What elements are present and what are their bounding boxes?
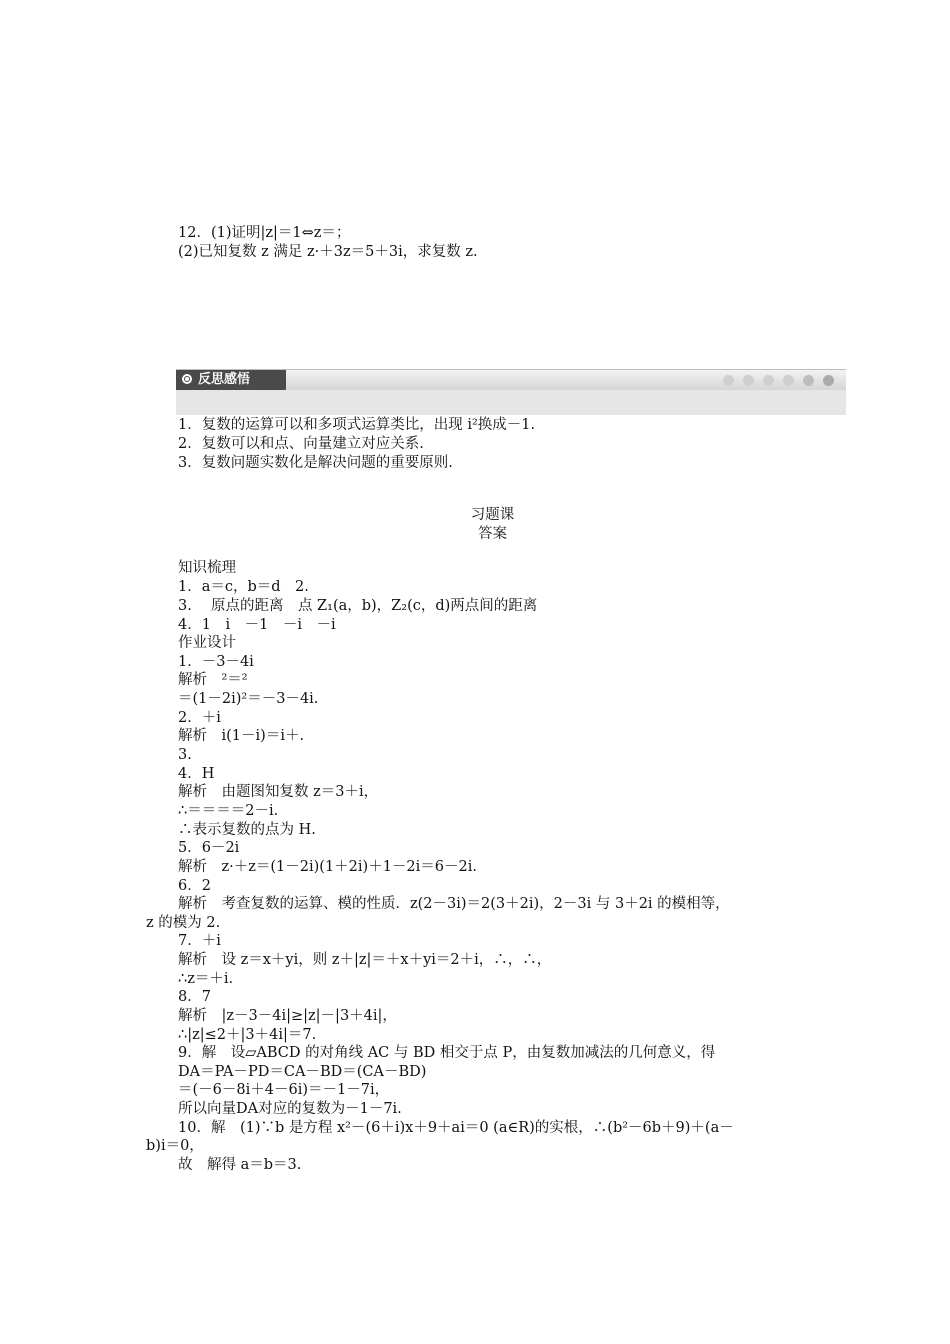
dot-icon <box>743 375 754 386</box>
answer-line: 解析 考查复数的运算、模的性质．z(2－3i)＝2(3＋2i)，2－3i 与 3＋2i 的模相等， <box>178 896 730 912</box>
answer-line: 解析 |z－3－4i|≥|z|－|3＋4i|， <box>178 1008 397 1024</box>
answer-line: 2．＋i <box>178 710 221 726</box>
problem-12-part1: 12．(1)证明|z|＝1⇔z＝； <box>178 225 351 241</box>
answer-line: 4．H <box>178 766 215 782</box>
answer-line: 解析 设 z＝x＋yi，则 z＋|z|＝＋x＋yi＝2＋i，∴，∴， <box>178 952 552 968</box>
answer-line: ＝(1－2i)²＝－3－4i. <box>178 691 319 707</box>
problem-12-part2: (2)已知复数 z 满足 z·＋3z＝5＋3i，求复数 z. <box>178 244 478 260</box>
dot-icon <box>723 375 734 386</box>
decorative-dots <box>723 375 834 386</box>
answer-line: ∴＝＝＝＝2－i. <box>178 803 279 819</box>
answer-line: 1．a＝c，b＝d 2. <box>178 579 309 595</box>
answers-title: 习题课 <box>470 507 515 523</box>
reflection-item: 1．复数的运算可以和多项式运算类比，出现 i²换成－1. <box>178 417 536 433</box>
answer-line: ∴表示复数的点为 H. <box>178 822 316 838</box>
answer-line: b)i＝0， <box>146 1138 204 1154</box>
answer-line: z 的模为 2. <box>146 915 221 931</box>
reflection-item: 2．复数可以和点、向量建立对应关系. <box>178 436 424 452</box>
answer-line: 3. <box>178 747 192 763</box>
answer-line: 解析 i(1－i)＝i＋. <box>178 728 305 744</box>
answers-subtitle: 答案 <box>478 526 507 542</box>
answer-line: 故 解得 a＝b＝3. <box>178 1157 302 1173</box>
dot-icon <box>763 375 774 386</box>
answer-line: 9．解 设▱ABCD 的对角线 AC 与 BD 相交于点 P，由复数加减法的几何意义，得 <box>178 1045 716 1061</box>
answer-line: ∴|z|≤2＋|3＋4i|＝7. <box>178 1027 317 1043</box>
answer-line: 4．1 i －1 －i －i <box>178 617 336 633</box>
answer-line: 8．7 <box>178 989 211 1005</box>
answer-line: DA＝PA－PD＝CA－BD＝(CA－BD) <box>178 1064 427 1080</box>
answer-line: 1．－3－4i <box>178 654 254 670</box>
answer-line: 解析 ²＝² <box>178 672 248 688</box>
reflection-title: 反思感悟 <box>198 372 251 387</box>
dot-icon <box>823 375 834 386</box>
answer-line: 知识梳理 <box>178 560 236 576</box>
answer-line: 5．6－2i <box>178 840 240 856</box>
answer-line: 解析 z·＋z＝(1－2i)(1＋2i)＋1－2i＝6－2i. <box>178 859 477 875</box>
reflection-tag <box>176 370 286 390</box>
banner-strip <box>176 369 846 390</box>
answer-line: 作业设计 <box>178 635 236 651</box>
target-icon <box>182 374 192 384</box>
reflection-item: 3．复数问题实数化是解决问题的重要原则. <box>178 455 453 471</box>
answer-line: ＝(－6－8i＋4－6i)＝－1－7i， <box>178 1082 390 1098</box>
answer-line: 6．2 <box>178 878 211 894</box>
dot-icon <box>803 375 814 386</box>
answer-line: 10．解 (1)∵b 是方程 x²－(6＋i)x＋9＋ai＝0 (a∈R)的实根，∴(b²－6b＋9)＋(a－ <box>178 1120 734 1136</box>
reflection-banner <box>176 369 846 415</box>
dot-icon <box>783 375 794 386</box>
answer-line: 3. 原点的距离 点 Z₁(a，b)，Z₂(c，d)两点间的距离 <box>178 598 538 614</box>
answer-line: 解析 由题图知复数 z＝3＋i， <box>178 784 379 800</box>
answer-line: 7．＋i <box>178 933 221 949</box>
answer-line: ∴z＝＋i. <box>178 971 234 987</box>
answer-line: 所以向量DA对应的复数为－1－7i. <box>178 1101 402 1117</box>
